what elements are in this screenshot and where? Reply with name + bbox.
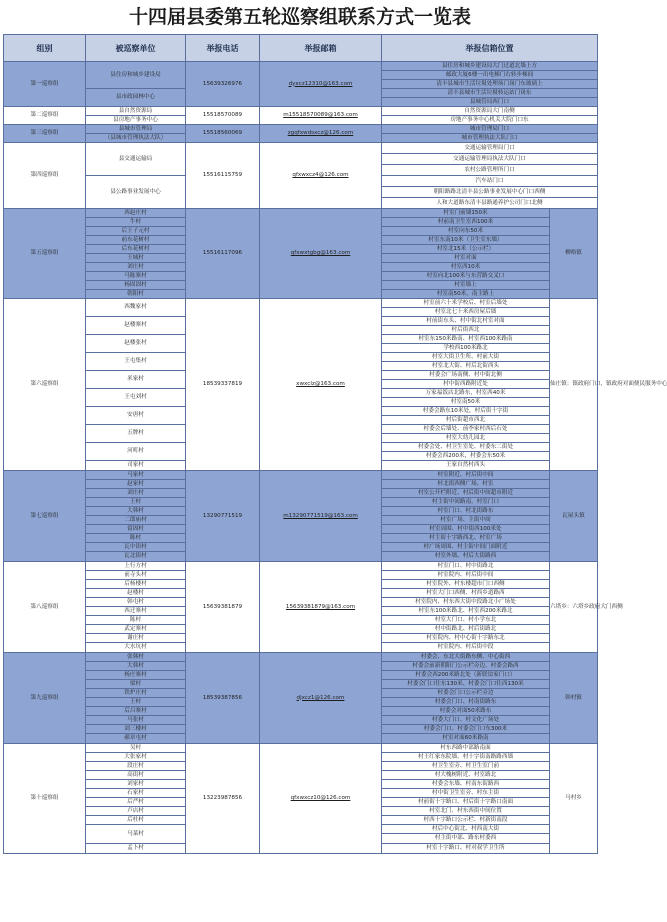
inspected-unit: 县自然资源局: [86, 107, 186, 116]
mailbox-location: 村大槐树附近、村室路北: [382, 771, 550, 780]
mailbox-location: 村委会西200米，村委会东50米: [382, 452, 550, 461]
inspected-unit: 石家村: [86, 789, 186, 798]
mailbox-location: 县城管局西门口: [382, 98, 598, 107]
mailbox-location: 村西十字路口公示栏、村新街南段: [382, 816, 550, 825]
mailbox-location: 村委会东墙、村南东街路西: [382, 780, 550, 789]
inspected-unit: 赵楼村: [86, 589, 186, 598]
table-row: [4, 744, 598, 753]
mailbox-location: 城市管理执法大队门口: [382, 134, 598, 143]
mailbox-location: 村广场周围、村主街中间门面附近: [382, 543, 550, 552]
mailbox-location: 汽车站门口: [382, 176, 598, 187]
inspected-unit: 铁炉庄村: [86, 689, 186, 698]
inspected-unit: 西魏家村: [86, 299, 186, 317]
inspected-unit: （县城市管理执法大队）: [86, 134, 186, 143]
township-mailbox: 瓦屋头镇: [550, 471, 598, 562]
inspected-unit: 大韩村: [86, 507, 186, 516]
inspected-unit: 河町村: [86, 443, 186, 461]
inspected-unit: 王村: [86, 498, 186, 507]
inspected-unit: 马菜村: [86, 825, 186, 844]
township-mailbox: 仙庄镇：镇政府门口，镇政府对面便民服务中心: [550, 299, 598, 471]
mailbox-location: 邮政大厦6楼一出电梯门右转步梯间: [382, 71, 598, 80]
inspected-unit: 后东花树村: [86, 245, 186, 254]
mailbox-location: 村委会西200米路北处（新联谊家门口）: [382, 671, 550, 680]
mailbox-location: 万家福饭店北路东，村室西40米: [382, 389, 550, 398]
page-title: 十四届县委第五轮巡察组联系方式一览表: [128, 6, 471, 28]
table-body: [4, 62, 667, 854]
township-mailbox: 柳格镇: [550, 209, 598, 299]
report-phone: 18539387856: [186, 653, 260, 744]
mailbox-location: 村委会、东北大街路东侧、中心街西: [382, 653, 550, 662]
mailbox-location: 村室北15米（公示栏）: [382, 245, 550, 254]
inspected-unit: 王城村: [86, 254, 186, 263]
inspected-unit: 牛村: [86, 218, 186, 227]
header-phone: 举报电话: [186, 35, 260, 62]
inspected-unit: 西赵庄村: [86, 209, 186, 218]
inspected-unit: 县市政园林中心: [86, 89, 186, 107]
mailbox-location: 村委会后墙处、前李家村西后石处: [382, 425, 550, 434]
mailbox-location: 村北街西侧广场、村室: [382, 480, 550, 489]
inspected-unit: 马张村: [86, 716, 186, 725]
mailbox-location: 农村公路管理所门口: [382, 165, 598, 176]
table-row: [4, 107, 598, 116]
report-email-link[interactable]: qfxwxcz4@126.com: [260, 143, 382, 209]
inspected-unit: 后王子元村: [86, 227, 186, 236]
inspected-unit: 赵楼寨村: [86, 317, 186, 335]
inspected-unit: 后吕寨村: [86, 707, 186, 716]
inspected-unit: 陈村: [86, 534, 186, 543]
inspected-unit: 五牌村: [86, 425, 186, 443]
mailbox-location: 村前街东头、村中街北村室对面: [382, 317, 550, 326]
report-phone: 15518570089: [186, 107, 260, 125]
inspected-unit: 后杨楼村: [86, 580, 186, 589]
group-name: 第五巡察组: [4, 209, 86, 299]
group-name: 第十巡察组: [4, 744, 86, 854]
inspected-unit: 孟卜村: [86, 844, 186, 854]
mailbox-location: 自然资源局大门南侧: [382, 107, 598, 116]
mailbox-location: 村后街西北: [382, 326, 550, 335]
inspected-unit: 县城市管理局: [86, 125, 186, 134]
mailbox-location: 村室西10米: [382, 263, 550, 272]
inspected-unit: 赵楼张村: [86, 335, 186, 353]
inspected-unit: 赵家村: [86, 480, 186, 489]
report-phone: 13290771519: [186, 471, 260, 562]
mailbox-location: 村委会对面50米路东: [382, 707, 550, 716]
mailbox-location: 村室对面: [382, 254, 550, 263]
mailbox-location: 村室院内、村后街中间: [382, 571, 550, 580]
inspected-unit: 县住房和城乡建设局: [86, 62, 186, 89]
mailbox-location: 人和大道路东清丰县路通养护公司门口北侧: [382, 198, 598, 209]
mailbox-location: 村室北大街、村后北街西头: [382, 362, 550, 371]
mailbox-location: 村委会前新朝阳门公示栏旁边、村委会路西: [382, 662, 550, 671]
inspected-unit: 西迁寨村: [86, 607, 186, 616]
inspected-unit: 王村: [86, 698, 186, 707]
inspected-unit: 县交通运输局: [86, 143, 186, 176]
mailbox-location: 清丰县城市生活垃圾处理场门岗门东玻璃上: [382, 80, 598, 89]
report-phone: 15518560069: [186, 125, 260, 143]
group-name: 第一巡察组: [4, 62, 86, 107]
mailbox-location: 村室门口、村中街路北: [382, 562, 550, 571]
mailbox-location: 村室周围、村中街西100米处: [382, 525, 550, 534]
inspected-unit: 瓦北街村: [86, 552, 186, 562]
mailbox-location: 村室院内、村后街中段: [382, 643, 550, 653]
mailbox-location: 村室大幼儿园北: [382, 434, 550, 443]
table-row: [4, 62, 598, 71]
mailbox-location: 交通运输管理局执法大队门口: [382, 154, 598, 165]
report-phone: 15516117096: [186, 209, 260, 299]
inspected-unit: 陈村: [86, 616, 186, 625]
mailbox-location: 村委大门口、村文化广场处: [382, 716, 550, 725]
mailbox-location: 村主街中部、路东村委西: [382, 834, 550, 844]
table-row: [4, 209, 598, 218]
mailbox-location: 村室广场、主街中间: [382, 516, 550, 525]
mailbox-location: 村委会门口公示栏旁边: [382, 689, 550, 698]
mailbox-location: 村室院内、村中心街十字路东北: [382, 634, 550, 643]
inspected-unit: 上行方村: [86, 562, 186, 571]
inspected-unit: 瓦中街村: [86, 543, 186, 552]
inspected-unit: 县房地产事务中心: [86, 116, 186, 125]
mailbox-location: 清丰县城市生活垃圾转运站门岗东: [382, 89, 598, 98]
mailbox-location: 村室东南10米（卫生室东墙）: [382, 236, 550, 245]
report-email-link[interactable]: 15639381879@163.com: [260, 562, 382, 653]
header-location: 举报信箱位置: [382, 35, 598, 62]
inspected-unit: 谢庄村: [86, 634, 186, 643]
mailbox-location: 村东西路中部路南面: [382, 744, 550, 753]
group-name: 第二巡察组: [4, 107, 86, 125]
mailbox-location: 村主街中间路南、村室门口: [382, 498, 550, 507]
inspected-unit: 段庄村: [86, 762, 186, 771]
mailbox-location: 村室东100米路北、村室西200米路北: [382, 607, 550, 616]
mailbox-location: 村室大门口西侧、村西乡道路西: [382, 589, 550, 598]
inspected-unit: 二郎庙村: [86, 516, 186, 525]
mailbox-location: 村室南50米: [382, 398, 550, 407]
mailbox-location: 村前南卫生室西100米: [382, 218, 550, 227]
table-row: [4, 125, 598, 134]
inspected-unit: 米家村: [86, 371, 186, 389]
mailbox-location: 村委会门口、村南街路东: [382, 698, 550, 707]
mailbox-location: 村室北门、村东西街中间位置: [382, 807, 550, 816]
mailbox-location: 村主街十字路西北、村室广场: [382, 534, 550, 543]
mailbox-location: 学校西100米路北: [382, 344, 550, 353]
group-name: 第九巡察组: [4, 653, 86, 744]
mailbox-location: 村室大门口、村小学东北: [382, 616, 550, 625]
group-name: 第三巡察组: [4, 125, 86, 143]
mailbox-location: 村室公开栏附近、村后街中间超市附近: [382, 489, 550, 498]
mailbox-location: 村室院内、村东西大街中段路北小广场处: [382, 598, 550, 607]
inspected-unit: 吴村: [86, 744, 186, 753]
mailbox-location: 村室向东50米: [382, 227, 550, 236]
inspected-unit: 大韩村: [86, 662, 186, 671]
inspected-unit: 前东花树村: [86, 236, 186, 245]
mailbox-location: 村室十字路口、村对叔学卫生所: [382, 844, 550, 854]
inspected-unit: 韩屯村: [86, 598, 186, 607]
report-email-link[interactable]: qfxwxcz10@126.com: [260, 744, 382, 854]
inspected-unit: 后严村: [86, 798, 186, 807]
mailbox-location: 村委会处、村卫生室处、村委东二街处: [382, 443, 550, 452]
mailbox-location: 村委会路东10米处，村后街十字街: [382, 407, 550, 416]
mailbox-location: 村委会广场南侧、村中街北侧: [382, 371, 550, 380]
inspected-unit: 郝章屯村: [86, 734, 186, 744]
table-row: [4, 562, 598, 571]
inspected-unit: 王屯刘村: [86, 389, 186, 407]
mailbox-location: 村室对面60米路南: [382, 734, 550, 744]
inspected-unit: 马陈寨村: [86, 272, 186, 281]
mailbox-location: 村后街超市西北: [382, 416, 550, 425]
inspected-unit: 刘三楼村: [86, 725, 186, 734]
inspected-unit: 刘家村: [86, 780, 186, 789]
group-name: 第六巡察组: [4, 299, 86, 471]
report-email-link[interactable]: xwxclz@163.com: [260, 299, 382, 471]
report-email-link[interactable]: zgqfxwdsxcz@126.com: [260, 125, 382, 143]
mailbox-location: 村后中心街北、村西南大街: [382, 825, 550, 834]
group-name: 第七巡察组: [4, 471, 86, 562]
group-name: 第八巡察组: [4, 562, 86, 653]
inspected-unit: 梁村: [86, 680, 186, 689]
header-unit: 被巡察单位: [86, 35, 186, 62]
header-email: 举报邮箱: [260, 35, 382, 62]
inspected-unit: 刘庄村: [86, 489, 186, 498]
mailbox-location: 村室门口、村北街路东: [382, 507, 550, 516]
mailbox-location: 村中街西路附近处: [382, 380, 550, 389]
inspected-unit: 县公路事业发展中心: [86, 176, 186, 209]
report-phone: 15639381879: [186, 562, 260, 653]
inspected-unit: 大水坑村: [86, 643, 186, 653]
mailbox-location: 朝阳路路北清丰县公路事业发展中心门口西侧: [382, 187, 598, 198]
report-email-link[interactable]: dyxcz12310@163.com: [260, 62, 382, 107]
mailbox-location: 村室大街卫生所、村前大街: [382, 353, 550, 362]
mailbox-location: 村室南50米，南主路上: [382, 290, 550, 299]
inspected-unit: 朝阳村: [86, 290, 186, 299]
mailbox-location: 村室北七十米西房屋后墙: [382, 308, 550, 317]
mailbox-location: 城市管理局门口: [382, 125, 598, 134]
mailbox-location: 村委会门口、村委会门口东300米: [382, 725, 550, 734]
table-row: [4, 143, 598, 154]
inspected-unit: 王屯集村: [86, 353, 186, 371]
report-email-link[interactable]: qfxwxtgbg@163.com: [260, 209, 382, 299]
inspected-unit: 高街村: [86, 771, 186, 780]
inspected-unit: 大张家村: [86, 753, 186, 762]
inspected-unit: 杨庄寨村: [86, 671, 186, 680]
mailbox-location: 王家自然村西头: [382, 461, 550, 471]
mailbox-location: 交通运输管理局门口: [382, 143, 598, 154]
mailbox-location: 村室外墙、村后大街路西: [382, 552, 550, 562]
report-email-link[interactable]: m13290771519@163.com: [260, 471, 382, 562]
table-row: [4, 299, 598, 308]
inspected-unit: 卢店村: [86, 807, 186, 816]
inspected-unit: 司家村: [86, 461, 186, 471]
mailbox-location: 村中街路北、村后街路北: [382, 625, 550, 634]
mailbox-location: 村委会门口往东130米、村委会门口往西130米: [382, 680, 550, 689]
mailbox-location: 村室东150米路南、村室西100米路南: [382, 335, 550, 344]
report-phone: 18539337819: [186, 299, 260, 471]
inspected-unit: 刘庄村: [86, 263, 186, 272]
township-mailbox: 六塔乡：六塔乡政府大门西侧: [550, 562, 598, 653]
table-header-row: [4, 35, 598, 62]
township-mailbox: 韩村镇: [550, 653, 598, 744]
report-phone: 15639326976: [186, 62, 260, 107]
mailbox-location: 村室附近、村后街中间: [382, 471, 550, 480]
mailbox-location: 村中街卫生室旁、村东主街: [382, 789, 550, 798]
mailbox-location: 村前街十字路口、村后街十字路口南面: [382, 798, 550, 807]
report-email-link[interactable]: djxcz1@126.com: [260, 653, 382, 744]
header-group: 组别: [4, 35, 86, 62]
mailbox-location: 村卫生室旁、村卫生室门前: [382, 762, 550, 771]
table-row: [4, 471, 598, 480]
inspected-unit: 马家村: [86, 471, 186, 480]
inspected-unit: 留固村: [86, 525, 186, 534]
mailbox-location: 房地产事务中心机关大院门口东: [382, 116, 598, 125]
mailbox-location: 村室前六十米学校后、村室后墙处: [382, 299, 550, 308]
report-phone: 15516115759: [186, 143, 260, 209]
inspected-unit: 安唐村: [86, 407, 186, 425]
inspected-unit: 张韩村: [86, 653, 186, 662]
mailbox-location: 村室院外、村东楼超市门口西侧: [382, 580, 550, 589]
report-email-link[interactable]: m15518570089@163.com: [260, 107, 382, 125]
table-row: [4, 653, 598, 662]
mailbox-location: 村王红家东院墙、村十字街南路路西墙: [382, 753, 550, 762]
mailbox-location: 县住房和城乡建设局大门过道北墙上方: [382, 62, 598, 71]
mailbox-location: 村室门前墙150米: [382, 209, 550, 218]
inspected-unit: 武定寨村: [86, 625, 186, 634]
inspected-unit: 杨固固村: [86, 281, 186, 290]
township-mailbox: 马村乡: [550, 744, 598, 854]
mailbox-location: 村室向北100米与东营路交叉口: [382, 272, 550, 281]
inspected-unit: 后杜村: [86, 816, 186, 825]
group-name: 第四巡察组: [4, 143, 86, 209]
contact-table: [3, 34, 667, 854]
report-phone: 13223987856: [186, 744, 260, 854]
inspected-unit: 前寺头村: [86, 571, 186, 580]
mailbox-location: 村室墙上: [382, 281, 550, 290]
